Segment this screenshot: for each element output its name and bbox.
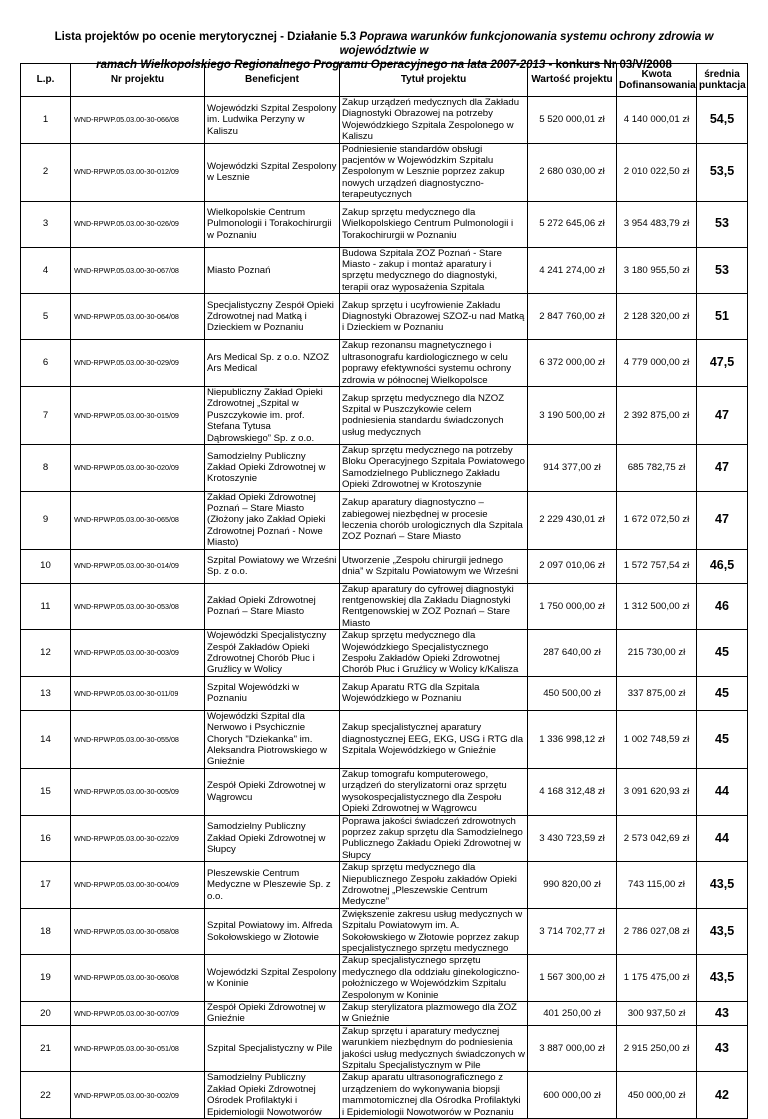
cell-beneficjent: Wojewódzki Szpital Zespolony w Lesznie [205,143,340,201]
title-part-3: ramach Wielkopolskiego Regionalnego Programu Operacyjnego na lata 2007-2013 [96,59,546,71]
cell-lp: 17 [21,862,71,909]
cell-wartosc: 287 640,00 zł [528,630,617,677]
cell-lp: 5 [21,294,71,340]
cell-srednia: 43,5 [697,955,748,1002]
header-kwota: Kwota Dofinansowania [617,64,697,97]
cell-nr: WND-RPWP.05.03.00-30-015/09 [71,386,205,444]
cell-beneficjent: Miasto Poznań [205,247,340,294]
cell-wartosc: 5 520 000,01 zł [528,97,617,144]
cell-tytul: Poprawa jakości świadczeń zdrowotnych poprzez zakup sprzętu dla Samodzielnego Publicznego Zakładu Opieki Zdrowotnej w Słupcy [340,815,528,862]
cell-kwota: 1 175 475,00 zł [617,955,697,1002]
cell-kwota: 2 786 027,08 zł [617,908,697,955]
cell-lp: 1 [21,97,71,144]
table-header-row [21,64,748,97]
cell-nr: WND-RPWP.05.03.00-30-004/09 [71,862,205,909]
title-part-2: Poprawa warunków funkcjonowania systemu ochrony zdrowia w województwie w [339,31,714,57]
table-row [21,201,748,247]
cell-wartosc: 3 190 500,00 zł [528,386,617,444]
cell-tytul: Zakup urządzeń medycznych dla Zakładu Diagnostyki Obrazowej na potrzeby Wojewódzkiego Szpitala Zespolonego w Kaliszu [340,97,528,144]
cell-lp: 10 [21,549,71,583]
cell-lp: 6 [21,340,71,387]
cell-srednia: 46 [697,583,748,630]
cell-kwota: 4 779 000,00 zł [617,340,697,387]
cell-srednia: 45 [697,710,748,768]
table-row [21,444,748,491]
cell-srednia: 44 [697,815,748,862]
cell-tytul: Zakup sprzętu medycznego na potrzeby Bloku Operacyjnego Szpitala Powiatowego Samodzielnego Publicznego Zakładu Opieki Zdrowotnej w Krotoszynie [340,444,528,491]
cell-beneficjent: Szpital Wojewódzki w Poznaniu [205,676,340,710]
cell-wartosc: 4 241 274,00 zł [528,247,617,294]
table-row [21,768,748,815]
cell-kwota: 685 782,75 zł [617,444,697,491]
cell-nr: WND-RPWP.05.03.00-30-051/08 [71,1025,205,1072]
cell-lp: 15 [21,768,71,815]
cell-wartosc: 914 377,00 zł [528,444,617,491]
cell-srednia: 43,5 [697,908,748,955]
cell-kwota: 1 672 072,50 zł [617,491,697,549]
cell-nr: WND-RPWP.05.03.00-30-029/09 [71,340,205,387]
cell-kwota: 1 312 500,00 zł [617,583,697,630]
title-part-1: Lista projektów po ocenie merytorycznej - Działanie 5.3 [54,31,360,43]
cell-wartosc: 4 168 312,48 zł [528,768,617,815]
cell-kwota: 4 140 000,01 zł [617,97,697,144]
cell-kwota: 3 954 483,79 zł [617,201,697,247]
cell-tytul: Budowa Szpitala ZOZ Poznań - Stare Miasto - zakup i montaż aparatury i sprzętu medycznego do diagnostyki, terapii oraz wyposażenia Szpitala [340,247,528,294]
cell-nr: WND-RPWP.05.03.00-30-005/09 [71,768,205,815]
cell-tytul: Zakup aparatury diagnostyczno – zabiegowej niezbędnej w procesie leczenia chorób urologicznych dla Szpitala ZOZ Poznań – Stare Miasto [340,491,528,549]
cell-beneficjent: Wojewódzki Specjalistyczny Zespół Zakładów Opieki Zdrowotnej Chorób Płuc i Gruźlicy w Wolicy [205,630,340,677]
cell-srednia: 47 [697,386,748,444]
cell-wartosc: 2 847 760,00 zł [528,294,617,340]
cell-wartosc: 3 714 702,77 zł [528,908,617,955]
table-row [21,815,748,862]
table-row [21,676,748,710]
header-srednia: średnia punktacja [697,64,748,97]
header-beneficjent: Beneficjent [205,64,340,97]
cell-lp: 22 [21,1072,71,1119]
cell-srednia: 53 [697,201,748,247]
cell-lp: 18 [21,908,71,955]
cell-tytul: Zakup sprzętu medycznego dla Wojewódzkiego Specjalistycznego Zespołu Zakładów Opieki Zdrowotnej Chorób Płuc i Gruźlicy w Wolicy k/Kalisza [340,630,528,677]
cell-beneficjent: Samodzielny Publiczny Zakład Opieki Zdrowotnej Ośrodek Profilaktyki i Epidemiologii Nowotworów [205,1072,340,1119]
cell-srednia: 53,5 [697,143,748,201]
cell-nr: WND-RPWP.05.03.00-30-002/09 [71,1072,205,1119]
cell-srednia: 47 [697,491,748,549]
cell-srednia: 43 [697,1002,748,1026]
cell-srednia: 45 [697,630,748,677]
cell-nr: WND-RPWP.05.03.00-30-067/08 [71,247,205,294]
cell-beneficjent: Pleszewskie Centrum Medyczne w Pleszewie Sp. z o.o. [205,862,340,909]
cell-wartosc: 600 000,00 zł [528,1072,617,1119]
cell-beneficjent: Szpital Powiatowy we Wrześni Sp. z o.o. [205,549,340,583]
cell-srednia: 47 [697,444,748,491]
cell-nr: WND-RPWP.05.03.00-30-026/09 [71,201,205,247]
cell-kwota: 450 000,00 zł [617,1072,697,1119]
table-row [21,583,748,630]
cell-tytul: Zwiększenie zakresu usług medycznych w Szpitalu Powiatowym im. A. Sokołowskiego w Złotowie poprzez zakup specjalistycznego sprzętu medycznego [340,908,528,955]
cell-kwota: 2 573 042,69 zł [617,815,697,862]
cell-tytul: Zakup aparatury do cyfrowej diagnostyki rentgenowskiej dla Zakładu Diagnostyki Rentgenowskiej w ZOZ Poznań – Stare Miasto [340,583,528,630]
cell-srednia: 44 [697,768,748,815]
cell-tytul: Zakup Aparatu RTG dla Szpitala Wojewódzkiego w Poznaniu [340,676,528,710]
cell-wartosc: 2 229 430,01 zł [528,491,617,549]
table-row [21,862,748,909]
cell-wartosc: 1 336 998,12 zł [528,710,617,768]
cell-kwota: 215 730,00 zł [617,630,697,677]
table-row [21,1025,748,1072]
cell-wartosc: 990 820,00 zł [528,862,617,909]
cell-nr: WND-RPWP.05.03.00-30-064/08 [71,294,205,340]
table-row [21,97,748,144]
header-tytul: Tytuł projektu [340,64,528,97]
cell-nr: WND-RPWP.05.03.00-30-011/09 [71,676,205,710]
cell-wartosc: 3 887 000,00 zł [528,1025,617,1072]
cell-kwota: 300 937,50 zł [617,1002,697,1026]
cell-lp: 7 [21,386,71,444]
cell-tytul: Zakup sprzętu i aparatury medycznej warunkiem niezbędnym do podniesienia jakości usług medycznych świadczonych w Szpitalu Specjalistycznym w Pile [340,1025,528,1072]
cell-lp: 8 [21,444,71,491]
cell-lp: 13 [21,676,71,710]
cell-lp: 2 [21,143,71,201]
cell-tytul: Utworzenie „Zespołu chirurgii jednego dnia” w Szpitalu Powiatowym we Wrześni [340,549,528,583]
cell-lp: 16 [21,815,71,862]
cell-wartosc: 1 567 300,00 zł [528,955,617,1002]
cell-nr: WND-RPWP.05.03.00-30-007/09 [71,1002,205,1026]
cell-srednia: 47,5 [697,340,748,387]
cell-nr: WND-RPWP.05.03.00-30-022/09 [71,815,205,862]
header-lp: L.p. [21,64,71,97]
cell-wartosc: 1 750 000,00 zł [528,583,617,630]
cell-beneficjent: Zespół Opieki Zdrowotnej w Gnieźnie [205,1002,340,1026]
cell-srednia: 43 [697,1025,748,1072]
projects-table [20,63,748,1119]
cell-kwota: 2 392 875,00 zł [617,386,697,444]
cell-kwota: 337 875,00 zł [617,676,697,710]
cell-srednia: 43,5 [697,862,748,909]
cell-tytul: Zakup aparatu ultrasonograficznego z urządzeniem do wykonywania biopsji mammotomicznej dla Ośrodka Profilaktyki i Epidemiologii Nowotworów w Poznaniu [340,1072,528,1119]
table-row [21,294,748,340]
cell-wartosc: 401 250,00 zł [528,1002,617,1026]
cell-srednia: 54,5 [697,97,748,144]
cell-kwota: 2 128 320,00 zł [617,294,697,340]
cell-tytul: Zakup sprzętu medycznego dla Wielkopolskiego Centrum Pulmonologii i Torakochirurgii w Poznaniu [340,201,528,247]
cell-wartosc: 450 500,00 zł [528,676,617,710]
cell-beneficjent: Niepubliczny Zakład Opieki Zdrowotnej „Szpital w Puszczykowie im. prof. Stefana Tytusa Dąbrowskiego” Sp. z o.o. [205,386,340,444]
cell-nr: WND-RPWP.05.03.00-30-065/08 [71,491,205,549]
table-row [21,340,748,387]
cell-nr: WND-RPWP.05.03.00-30-053/08 [71,583,205,630]
cell-beneficjent: Wojewódzki Szpital Zespolony im. Ludwika Perzyny w Kaliszu [205,97,340,144]
cell-nr: WND-RPWP.05.03.00-30-058/08 [71,908,205,955]
title-part-4: - konkurs Nr 03/V/2008 [545,59,672,71]
table-row [21,1002,748,1026]
cell-srednia: 53 [697,247,748,294]
cell-nr: WND-RPWP.05.03.00-30-020/09 [71,444,205,491]
cell-tytul: Zakup sprzętu medycznego dla NZOZ Szpital w Puszczykowie celem podniesienia standardu świadczonych usług medycznych [340,386,528,444]
cell-tytul: Zakup sprzętu i ucyfrowienie Zakładu Diagnostyki Obrazowej SZOZ-u nad Matką i Dzieckiem w Poznaniu [340,294,528,340]
cell-lp: 9 [21,491,71,549]
cell-nr: WND-RPWP.05.03.00-30-012/09 [71,143,205,201]
cell-kwota: 3 180 955,50 zł [617,247,697,294]
cell-beneficjent: Samodzielny Publiczny Zakład Opieki Zdrowotnej w Krotoszynie [205,444,340,491]
cell-tytul: Zakup sprzętu medycznego dla Niepublicznego Zespołu zakładów Opieki Zdrowotnej „Pleszewskie Centrum Medyczne” [340,862,528,909]
cell-kwota: 2 010 022,50 zł [617,143,697,201]
cell-wartosc: 2 097 010,06 zł [528,549,617,583]
cell-kwota: 743 115,00 zł [617,862,697,909]
cell-wartosc: 5 272 645,06 zł [528,201,617,247]
cell-beneficjent: Specjalistyczny Zespół Opieki Zdrowotnej nad Matką i Dzieckiem w Poznaniu [205,294,340,340]
table-row [21,710,748,768]
cell-srednia: 46,5 [697,549,748,583]
cell-wartosc: 3 430 723,59 zł [528,815,617,862]
cell-wartosc: 6 372 000,00 zł [528,340,617,387]
cell-nr: WND-RPWP.05.03.00-30-055/08 [71,710,205,768]
cell-beneficjent: Wielkopolskie Centrum Pulmonologii i Torakochirurgii w Poznaniu [205,201,340,247]
cell-beneficjent: Szpital Powiatowy im. Alfreda Sokołowskiego w Złotowie [205,908,340,955]
cell-beneficjent: Samodzielny Publiczny Zakład Opieki Zdrowotnej w Słupcy [205,815,340,862]
cell-tytul: Zakup rezonansu magnetycznego i ultrasonografu kardiologicznego w celu poprawy efektywności systemu ochrony zdrowia w północnej Wielkopolsce [340,340,528,387]
cell-beneficjent: Wojewódzki Szpital dla Nerwowo i Psychicznie Chorych "Dziekanka" im. Aleksandra Piotrowskiego w Gnieźnie [205,710,340,768]
cell-lp: 14 [21,710,71,768]
cell-kwota: 2 915 250,00 zł [617,1025,697,1072]
cell-tytul: Zakup tomografu komputerowego, urządzeń do sterylizatorni oraz sprzętu wysokospecjalistycznego dla Zespołu Opieki Zdrowotnej w Wągrowcu [340,768,528,815]
cell-srednia: 45 [697,676,748,710]
cell-lp: 4 [21,247,71,294]
cell-nr: WND-RPWP.05.03.00-30-014/09 [71,549,205,583]
header-wartosc: Wartość projektu [528,64,617,97]
cell-srednia: 51 [697,294,748,340]
cell-beneficjent: Szpital Specjalistyczny w Pile [205,1025,340,1072]
cell-tytul: Zakup specjalistycznej aparatury diagnostycznej EEG, EKG, USG i RTG dla Szpitala Wojewódzkiego w Gnieźnie [340,710,528,768]
cell-nr: WND-RPWP.05.03.00-30-003/09 [71,630,205,677]
cell-kwota: 1 572 757,54 zł [617,549,697,583]
table-row [21,491,748,549]
table-row [21,386,748,444]
cell-lp: 19 [21,955,71,1002]
cell-kwota: 3 091 620,93 zł [617,768,697,815]
table-row [21,630,748,677]
cell-tytul: Podniesienie standardów obsługi pacjentów w Wojewódzkim Szpitalu Zespolonym w Lesznie poprzez zakup nowych urządzeń diagnostyczno-terapeutycznych [340,143,528,201]
cell-nr: WND-RPWP.05.03.00-30-066/08 [71,97,205,144]
cell-beneficjent: Zakład Opieki Zdrowotnej Poznań – Stare Miasto (Złożony jako Zakład Opieki Zdrowotnej Poznań - Nowe Miasto) [205,491,340,549]
cell-beneficjent: Zespół Opieki Zdrowotnej w Wągrowcu [205,768,340,815]
cell-lp: 21 [21,1025,71,1072]
cell-lp: 3 [21,201,71,247]
cell-kwota: 1 002 748,59 zł [617,710,697,768]
cell-beneficjent: Zakład Opieki Zdrowotnej Poznań – Stare Miasto [205,583,340,630]
cell-lp: 20 [21,1002,71,1026]
cell-lp: 11 [21,583,71,630]
table-row [21,908,748,955]
table-row [21,143,748,201]
cell-beneficjent: Ars Medical Sp. z o.o. NZOZ Ars Medical [205,340,340,387]
table-row [21,247,748,294]
header-nr: Nr projektu [71,64,205,97]
cell-wartosc: 2 680 030,00 zł [528,143,617,201]
table-row [21,549,748,583]
cell-srednia: 42 [697,1072,748,1119]
table-row [21,1072,748,1119]
cell-nr: WND-RPWP.05.03.00-30-060/08 [71,955,205,1002]
table-row [21,955,748,1002]
cell-tytul: Zakup specjalistycznego sprzętu medycznego dla oddziału ginekologiczno-położniczego w Wojewódzkim Szpitalu Zespolonym w Koninie [340,955,528,1002]
cell-lp: 12 [21,630,71,677]
cell-tytul: Zakup sterylizatora plazmowego dla ZOZ w Gnieźnie [340,1002,528,1026]
cell-beneficjent: Wojewódzki Szpital Zespolony w Koninie [205,955,340,1002]
